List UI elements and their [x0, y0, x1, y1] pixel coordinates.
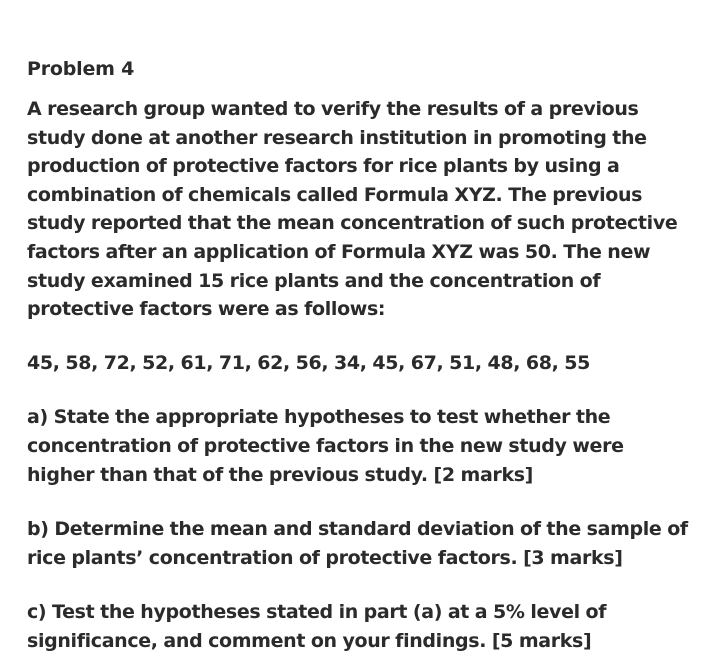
problem-intro [27, 95, 712, 324]
intro-line: protective factors were as follows: [27, 298, 386, 321]
intro-line: production of protective factors for rice plants by using a [27, 155, 620, 178]
intro-line: study reported that the mean concentration of such protective [27, 212, 678, 235]
problem-document [27, 56, 712, 656]
data-values: 45, 58, 72, 52, 61, 71, 62, 56, 34, 45, 67, 51, 48, 68, 55 [27, 351, 590, 374]
intro-line: study examined 15 rice plants and the concentration of [27, 269, 601, 292]
part-a-line: higher than that of the previous study. [2 marks] [27, 463, 534, 486]
intro-line: A research group wanted to verify the results of a previous [27, 98, 639, 120]
part-a-line: concentration of protective factors in the new study were [27, 434, 624, 457]
part-b-line: b) Determine the mean and standard deviation of the sample of [27, 518, 688, 541]
part-c-line: c) Test the hypotheses stated in part (a) at a 5% level of [27, 601, 607, 624]
intro-line: combination of chemicals called Formula XYZ. The previous [27, 183, 643, 206]
part-a [27, 403, 712, 489]
part-c [27, 598, 712, 655]
intro-line: study done at another research institution in promoting the [27, 126, 647, 149]
part-b-line: rice plants’ concentration of protective factors. [3 marks] [27, 546, 623, 569]
problem-title: Problem 4 [27, 58, 135, 80]
part-b [27, 515, 712, 572]
intro-line: factors after an application of Formula XYZ was 50. The new [27, 240, 651, 263]
part-c-line: significance, and comment on your findings. [5 marks] [27, 629, 592, 652]
part-a-line: a) State the appropriate hypotheses to test whether the [27, 406, 611, 429]
